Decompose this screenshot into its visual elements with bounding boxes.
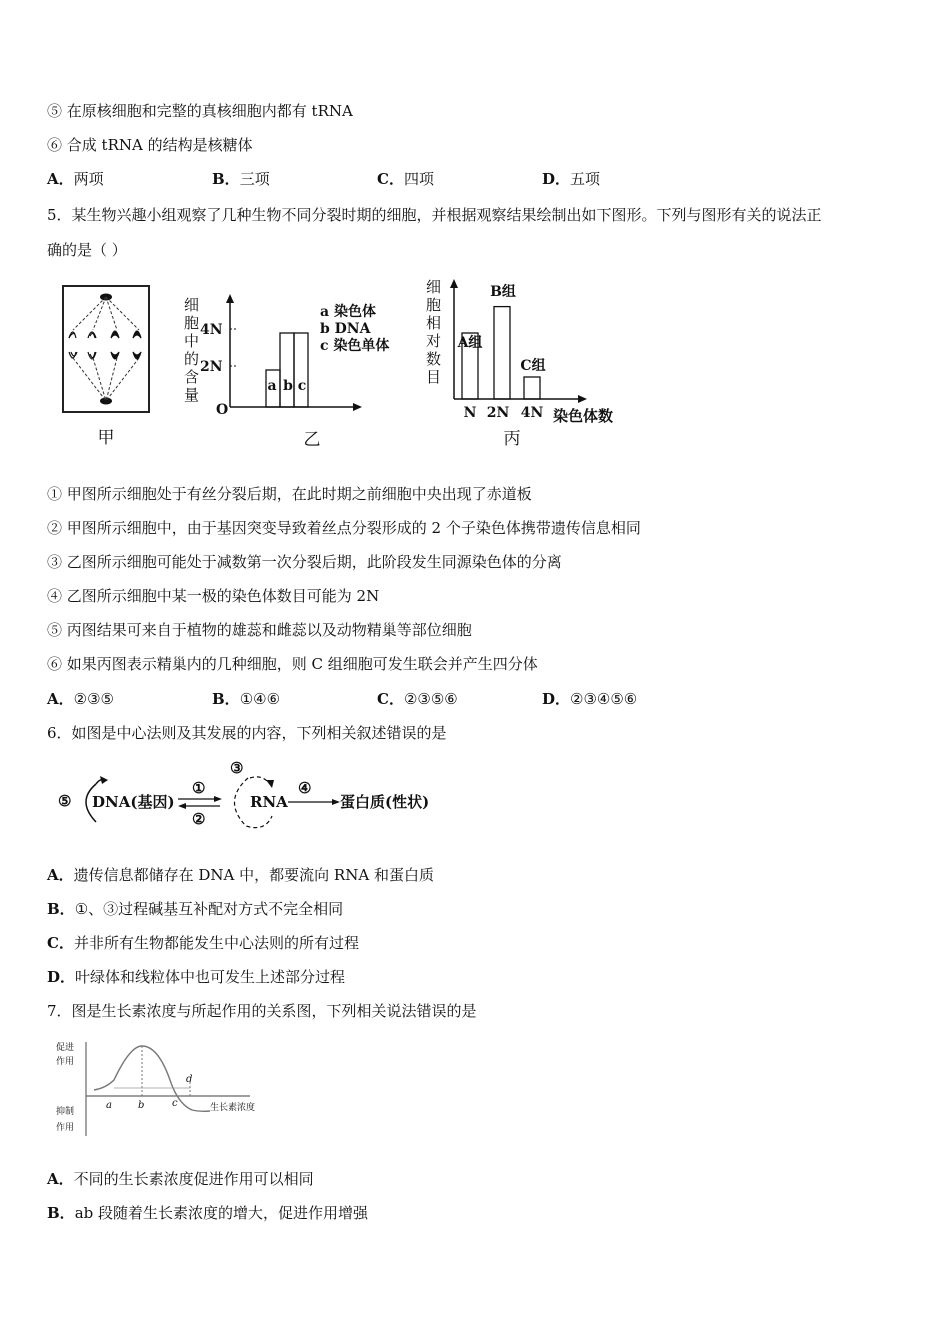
yi-legend-a: a 染色体 (320, 304, 376, 320)
q4-item-5: ⑤ 在原核细胞和完整的真核细胞内都有 tRNA (47, 102, 353, 120)
bing-label-b: B组 (490, 284, 516, 300)
yi-legend (320, 303, 389, 354)
auxin-xlabel: 生长素浓度 (210, 1103, 256, 1113)
auxin-points (106, 1074, 192, 1111)
svg-text:中: 中 (184, 332, 200, 350)
q5-option-a[interactable]: A．②③⑤ (47, 690, 114, 708)
figure-bing (420, 272, 640, 452)
bing-bar-4N (524, 377, 540, 399)
svg-text:含: 含 (184, 368, 200, 386)
bing-xticks (464, 405, 544, 421)
yi-bar-c (294, 333, 308, 407)
yi-y-arrow (226, 294, 234, 303)
q5-item-3: ③ 乙图所示细胞可能处于减数第一次分裂后期，此阶段发生同源染色体的分离 (47, 553, 562, 571)
yi-bar-letter-a: a (267, 378, 277, 394)
cd-label-1: ① (192, 779, 206, 797)
q6-option-a[interactable]: A．遗传信息都储存在 DNA 中，都要流向 RNA 和蛋白质 (47, 866, 434, 884)
yi-bars (266, 333, 308, 407)
jia-spindle-fibers (73, 297, 139, 401)
yi-bar-letter-b: b (283, 378, 293, 394)
q5-option-c[interactable]: C．②③⑤⑥ (377, 690, 458, 708)
cd-label-5: ⑤ (58, 792, 72, 810)
cd-replication-arrow (100, 776, 108, 784)
bing-ylabel (426, 278, 441, 386)
svg-text:抑制: 抑制 (56, 1107, 75, 1117)
q4-item-6: ⑥ 合成 tRNA 的结构是核糖体 (47, 136, 253, 154)
yi-bar-b (280, 333, 294, 407)
auxin-graph (50, 1034, 280, 1142)
q6-option-d[interactable]: D．叶绿体和线粒体中也可发生上述部分过程 (47, 968, 346, 986)
q5-item-5: ⑤ 丙图结果可来自于植物的雄蕊和雌蕊以及动物精巢等部位细胞 (47, 621, 472, 639)
svg-text:量: 量 (184, 386, 200, 404)
svg-text:数: 数 (426, 350, 442, 368)
q5-item-6: ⑥ 如果丙图表示精巢内的几种细胞，则 C 组细胞可发生联会并产生四分体 (47, 655, 538, 673)
svg-text:4N: 4N (520, 405, 544, 421)
q5-stem-line1: 5．某生物兴趣小组观察了几种生物不同分裂时期的细胞，并根据观察结果绘制出如下图形。下列与图形有关的说法正 (47, 206, 822, 224)
cd-dna: DNA(基因) (92, 793, 175, 811)
bing-caption: 丙 (503, 429, 521, 449)
yi-bar-letters (267, 378, 306, 394)
yi-x-arrow (353, 403, 362, 411)
q7-option-b[interactable]: B．ab 段随着生长素浓度的增大，促进作用增强 (47, 1204, 369, 1222)
q5-item-4: ④ 乙图所示细胞中某一极的染色体数目可能为 2N (47, 587, 380, 605)
bing-y-arrow (450, 279, 458, 288)
q5-option-b[interactable]: B．①④⑥ (212, 690, 281, 708)
central-dogma-diagram (50, 756, 450, 836)
bing-label-a: A组 (457, 335, 483, 351)
jia-caption: 甲 (97, 428, 115, 448)
figure-yi (180, 290, 420, 450)
yi-ytick-2n: 2N (200, 359, 223, 375)
svg-text:b: b (138, 1100, 145, 1111)
svg-text:的: 的 (184, 350, 200, 368)
svg-text:胞: 胞 (184, 314, 200, 332)
svg-text:作用: 作用 (56, 1057, 75, 1067)
jia-centriole-bottom (100, 398, 112, 405)
cd-label-4: ④ (298, 779, 312, 797)
q5-stem-line2: 确的是（ ） (47, 241, 127, 259)
yi-origin: O (216, 402, 229, 418)
bing-bar-2N (494, 307, 510, 399)
q6-option-c[interactable]: C．并非所有生物都能发生中心法则的所有过程 (47, 934, 359, 952)
svg-text:N: N (463, 405, 477, 421)
bing-xlabel: 染色体数 (553, 407, 614, 425)
svg-text:对: 对 (426, 332, 442, 350)
svg-text:d: d (186, 1074, 193, 1085)
auxin-y-inhibit (56, 1105, 74, 1133)
q6-stem: 6．如图是中心法则及其发展的内容，下列相关叙述错误的是 (47, 724, 447, 742)
bing-x-arrow (578, 395, 587, 403)
yi-caption: 乙 (303, 430, 321, 450)
q5-item-2: ② 甲图所示细胞中，由于基因突变导致着丝点分裂形成的 2 个子染色体携带遗传信息相同 (47, 519, 641, 537)
svg-text:2N: 2N (486, 405, 510, 421)
bing-bars (462, 307, 540, 399)
svg-text:a: a (106, 1100, 112, 1111)
svg-text:作用: 作用 (56, 1123, 75, 1133)
q4-option-a[interactable]: A．两项 (47, 170, 104, 188)
q5-option-d[interactable]: D．②③④⑤⑥ (542, 690, 638, 708)
q7-option-a[interactable]: A．不同的生长素浓度促进作用可以相同 (47, 1170, 314, 1188)
cd-label-3: ③ (230, 759, 244, 777)
yi-ytick-4n: 4N (200, 322, 223, 338)
bing-group-labels (457, 283, 546, 374)
q4-option-b[interactable]: B．三项 (212, 170, 270, 188)
q5-item-1: ① 甲图所示细胞处于有丝分裂后期，在此时期之前细胞中央出现了赤道板 (47, 485, 532, 503)
jia-cell-border (63, 286, 149, 412)
cd-label-2: ② (192, 810, 206, 828)
svg-text:细: 细 (184, 296, 200, 314)
yi-legend-c: c 染色单体 (320, 338, 390, 354)
svg-text:胞: 胞 (426, 296, 442, 314)
q4-option-c[interactable]: C．四项 (377, 170, 434, 188)
svg-text:促进: 促进 (56, 1043, 75, 1053)
yi-ylabel (184, 296, 199, 404)
q6-option-b[interactable]: B．①、③过程碱基互补配对方式不完全相同 (47, 900, 344, 918)
figure-jia (55, 280, 165, 450)
yi-bar-letter-c: c (297, 378, 307, 394)
svg-text:目: 目 (426, 368, 442, 386)
cd-protein: 蛋白质(性状) (340, 793, 430, 811)
svg-text:相: 相 (426, 314, 442, 332)
svg-text:c: c (172, 1098, 178, 1109)
bing-label-c: C组 (520, 358, 546, 374)
q7-stem: 7．图是生长素浓度与所起作用的关系图，下列相关说法错误的是 (47, 1002, 477, 1020)
q4-option-d[interactable]: D．五项 (542, 170, 601, 188)
jia-chromosomes-lower (69, 352, 141, 359)
auxin-y-promote (56, 1041, 74, 1067)
svg-text:细: 细 (426, 278, 442, 296)
jia-chromosomes-upper (69, 331, 141, 338)
cd-rna: RNA (250, 793, 288, 811)
yi-legend-b: b DNA (320, 321, 371, 337)
